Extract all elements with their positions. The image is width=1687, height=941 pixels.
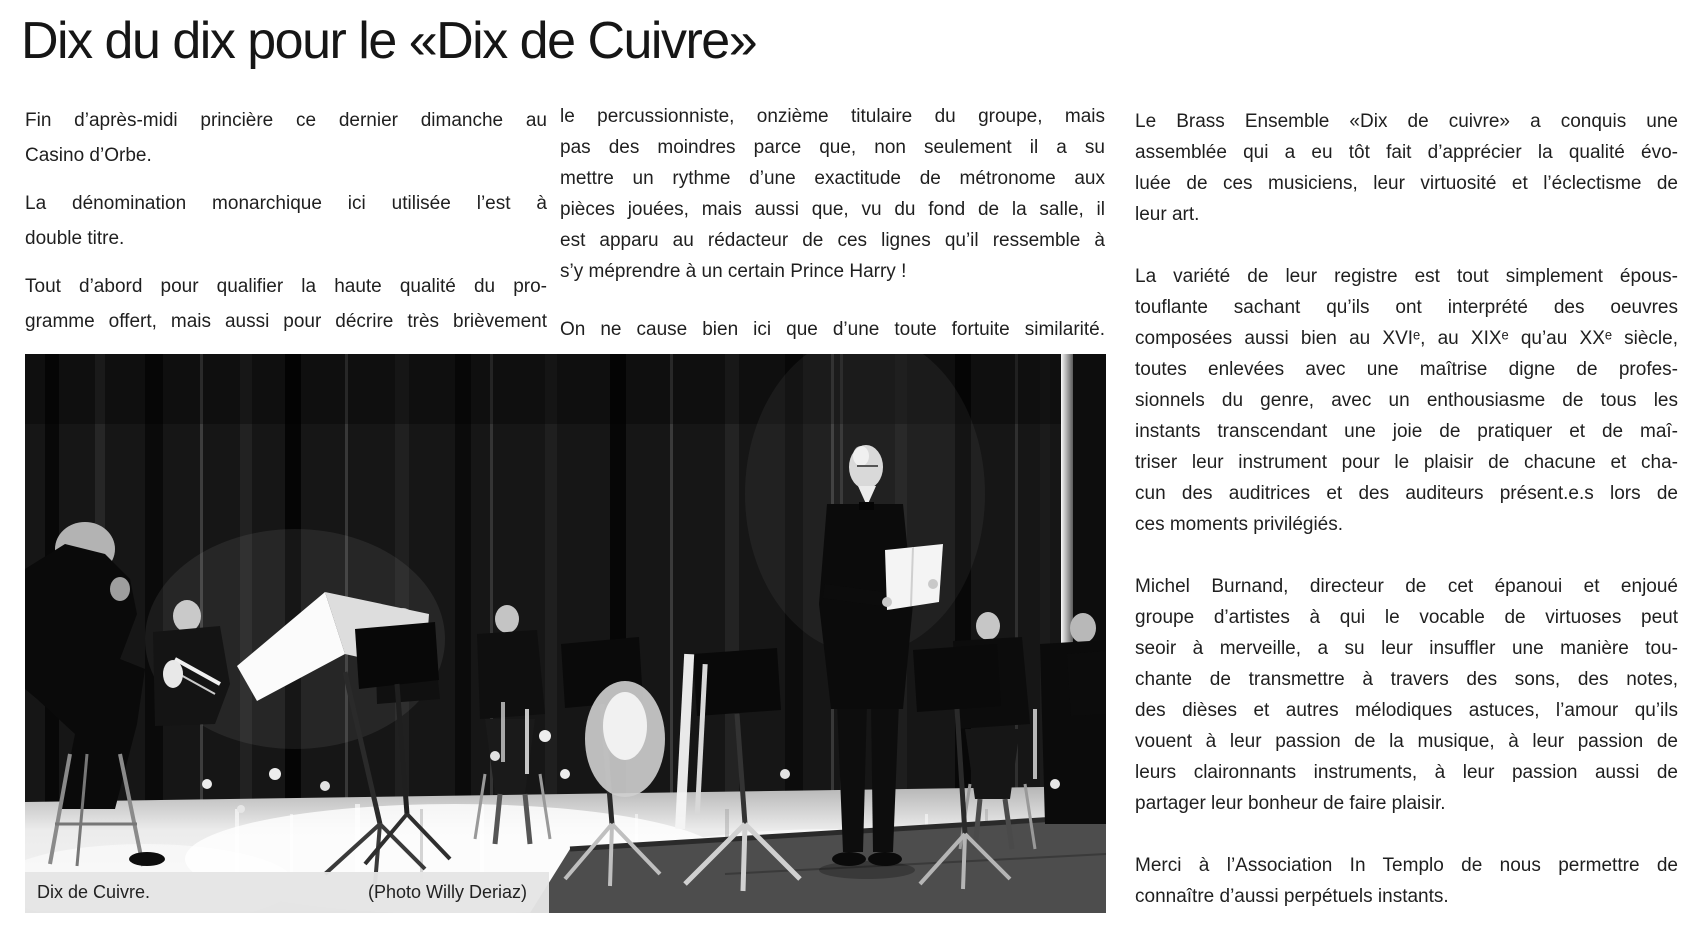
article-column-left [25,103,547,352]
text-line: luée de ces musiciens, leur virtuosité et l’éclectisme de [1135,173,1678,194]
paragraph [560,101,1105,287]
music-stand [1067,651,1106,716]
text-line: des dièses et autres mélodiques astuces, l’amour qu’ils [1135,700,1678,721]
text-line: Casino d’Orbe. [25,145,152,166]
paragraph [25,269,547,339]
text-line: seoir à merveille, a su leur insuffler une manière tou- [1135,638,1678,659]
text-line: On ne cause bien ici que d’une toute fortuite similarité. [560,319,1105,340]
text-line: vouent à leur passion de la musique, à leur passion de [1135,731,1678,752]
text-line: Fin d’après-midi princière ce dernier dimanche au [25,110,547,131]
text-line: instants transcendant une joie de pratiquer et de maî- [1135,421,1678,442]
paragraph [1135,571,1678,819]
curtain-backdrop [25,354,1106,814]
text-line: sionnels du genre, avec un enthousiasme de tous les [1135,390,1678,411]
text-line: gramme offert, mais aussi pour décrire très brièvement [25,311,547,332]
paragraph [1135,850,1678,912]
text-line: ces moments privilégiés. [1135,514,1344,535]
text-line: Le Brass Ensemble «Dix de cuivre» a conquis une [1135,111,1678,132]
photo-caption: Dix de Cuivre. [37,882,151,902]
text-line: partager leur bonheur de faire plaisir. [1135,793,1446,814]
text-line: Tout d’abord pour qualifier la haute qualité du pro- [25,276,547,297]
text-line: composées aussi bien au XVIᵉ, au XIXᵉ qu’au XXᵉ siècle, [1135,328,1678,349]
text-line: pas des moindres parce que, non seulement il a su [560,137,1105,158]
text-line: La variété de leur registre est tout simplement épous- [1135,266,1678,287]
text-line: cun des auditrices et des auditeurs présent.e.s lors de [1135,483,1678,504]
stage-photo-illustration [25,354,1106,913]
paragraph [1135,261,1678,540]
paragraph [25,186,547,256]
text-line: chante de transmettre à travers des sons, des notes, [1135,669,1678,690]
text-line: Merci à l’Association In Templo de nous permettre de [1135,855,1678,876]
photo-credit: (Photo Willy Deriaz) [367,882,527,902]
text-line: le percussionniste, onzième titulaire du groupe, mais [560,106,1105,127]
speech-paper [885,544,943,610]
text-line: triser leur instrument pour le plaisir de chacune et cha- [1135,452,1678,473]
article-column-middle [560,101,1105,372]
text-line: est apparu au rédacteur de ces lignes qu’il ressemble à [560,230,1105,251]
text-line: La dénomination monarchique ici utilisée l’est à [25,193,547,214]
text-line: connaître d’aussi perpétuels instants. [1135,886,1449,907]
text-line: leurs claironnants instruments, à leur passion aussi de [1135,762,1678,783]
article-photo [25,354,1106,913]
text-line: s’y méprendre à un certain Prince Harry ! [560,261,907,282]
text-line: Michel Burnand, directeur de cet épanoui et enjoué [1135,576,1678,597]
text-line: touflante sachant qu’ils ont interprété des oeuvres [1135,297,1678,318]
text-line: double titre. [25,228,125,249]
seated-musician [1040,613,1106,824]
article-column-right [1135,106,1678,941]
article-title: Dix du dix pour le «Dix de Cuivre» [21,12,757,70]
text-line: toutes enlevées avec une maîtrise digne de profes- [1135,359,1678,380]
paragraph [560,314,1105,345]
text-line: groupe d’artistes à qui le vocable de virtuoses peut [1135,607,1678,628]
photo-caption-bar [25,872,549,913]
text-line: leur art. [1135,204,1200,225]
paragraph [1135,106,1678,230]
text-line: mettre un rythme d’une exactitude de métronome aux [560,168,1105,189]
paragraph [25,103,547,173]
text-line: assemblée qui a eu tôt fait d’apprécier la qualité évo- [1135,142,1678,163]
text-line: pièces jouées, mais aussi que, vu du fond de la salle, il [560,199,1105,220]
